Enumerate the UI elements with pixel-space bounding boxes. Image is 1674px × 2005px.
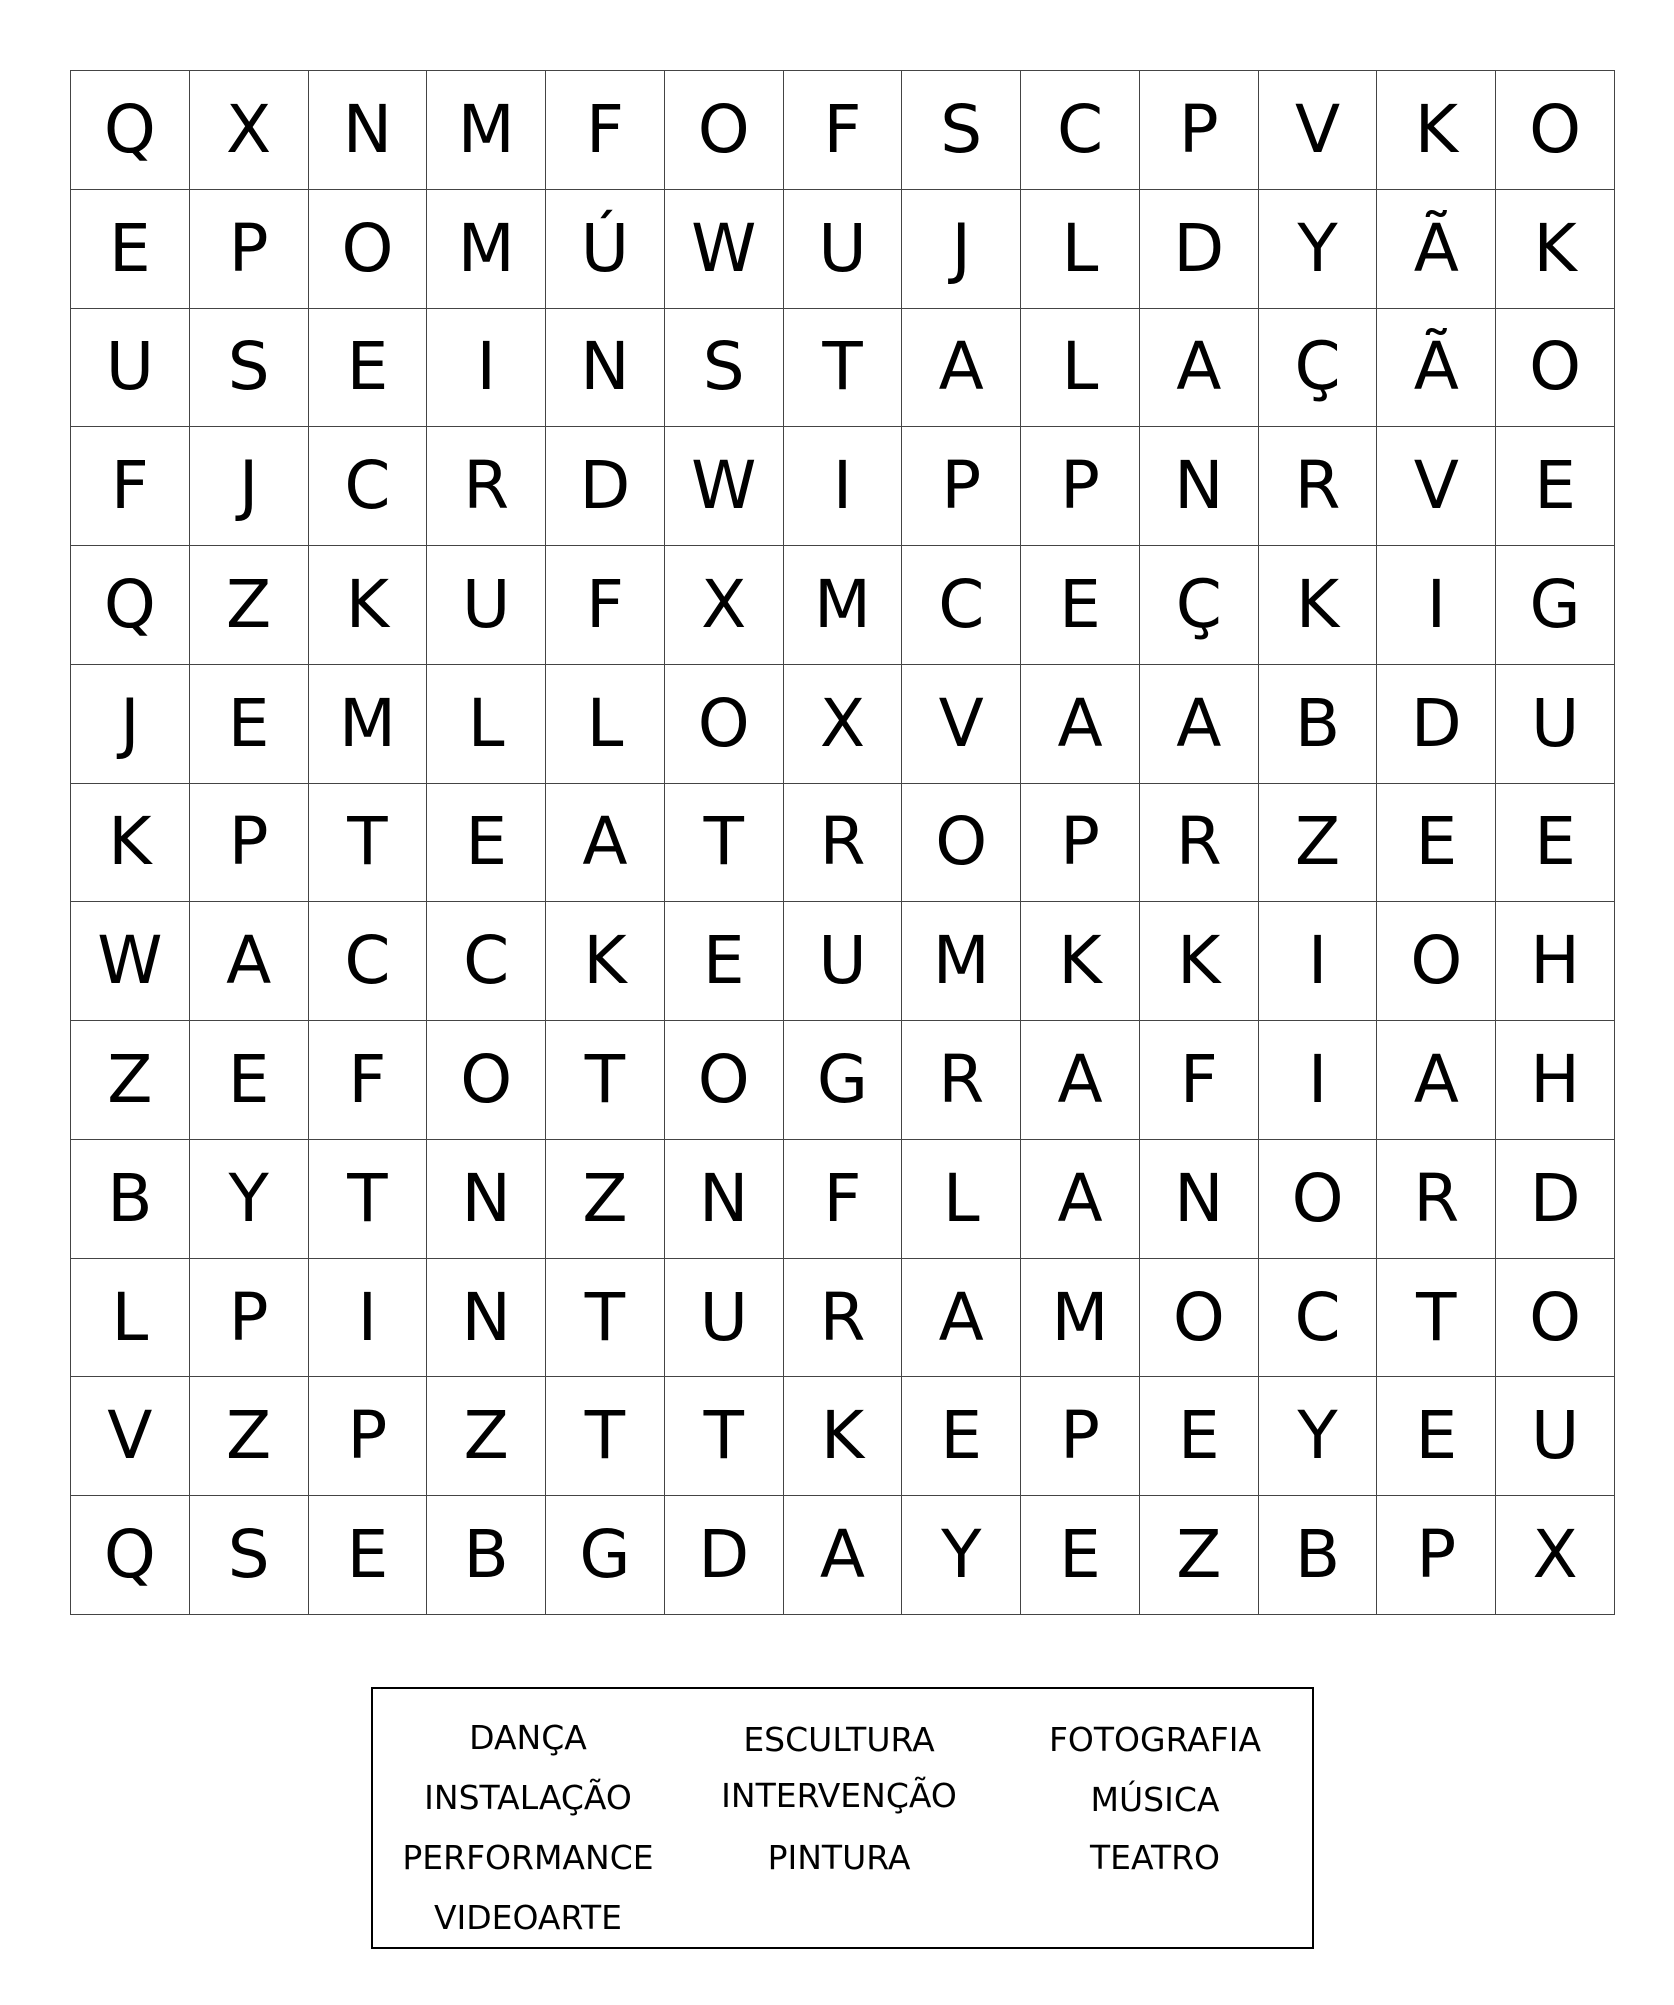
word-list-item: PERFORMANCE [402,1838,654,1877]
grid-cell[interactable]: Ç [1140,546,1259,665]
grid-cell[interactable]: N [1140,1140,1259,1259]
grid-cell[interactable]: N [665,1140,784,1259]
grid-cell[interactable]: E [1377,1377,1496,1496]
grid-cell[interactable]: O [902,784,1021,903]
grid-cell[interactable]: B [1259,665,1378,784]
grid-cell[interactable]: K [1496,190,1615,309]
grid-cell[interactable]: A [546,784,665,903]
grid-cell[interactable]: Ã [1377,309,1496,428]
grid-cell[interactable]: Ú [546,190,665,309]
grid-cell[interactable]: O [427,1021,546,1140]
grid-cell[interactable]: M [427,190,546,309]
grid-cell[interactable]: A [784,1496,903,1615]
grid-cell[interactable]: K [784,1377,903,1496]
grid-cell[interactable]: L [1021,190,1140,309]
grid-cell[interactable]: S [902,71,1021,190]
grid-cell[interactable]: B [427,1496,546,1615]
grid-cell[interactable]: N [546,309,665,428]
grid-cell[interactable]: I [784,427,903,546]
grid-cell[interactable]: A [1140,309,1259,428]
grid-cell[interactable]: C [1021,71,1140,190]
grid-cell[interactable]: V [71,1377,190,1496]
grid-cell[interactable]: W [665,190,784,309]
grid-cell[interactable]: M [1021,1259,1140,1378]
grid-cell[interactable]: P [309,1377,428,1496]
grid-cell[interactable]: L [71,1259,190,1378]
grid-cell[interactable]: A [1140,665,1259,784]
grid-cell[interactable]: R [902,1021,1021,1140]
grid-cell[interactable]: M [902,902,1021,1021]
grid-cell[interactable]: H [1496,1021,1615,1140]
grid-cell[interactable]: M [427,71,546,190]
grid-cell[interactable]: Z [427,1377,546,1496]
grid-cell[interactable]: G [546,1496,665,1615]
grid-cell[interactable]: F [546,546,665,665]
grid-cell[interactable]: E [190,1021,309,1140]
grid-cell[interactable]: I [309,1259,428,1378]
grid-cell[interactable]: T [309,1140,428,1259]
grid-cell[interactable]: K [1377,71,1496,190]
grid-cell[interactable]: D [1377,665,1496,784]
grid-cell[interactable]: V [902,665,1021,784]
grid-cell[interactable]: P [190,784,309,903]
grid-cell[interactable]: K [1021,902,1140,1021]
grid-cell[interactable]: E [1021,546,1140,665]
grid-cell[interactable]: U [784,190,903,309]
grid-cell[interactable]: O [1259,1140,1378,1259]
grid-cell[interactable]: C [427,902,546,1021]
word-list-item: FOTOGRAFIA [1048,1720,1262,1759]
grid-cell[interactable]: A [902,309,1021,428]
grid-cell[interactable]: E [427,784,546,903]
letter-grid [70,70,1615,1615]
grid-cell[interactable]: U [1496,1377,1615,1496]
grid-cell[interactable]: I [1259,902,1378,1021]
grid-cell[interactable]: Ç [1259,309,1378,428]
grid-cell[interactable]: K [309,546,428,665]
grid-cell[interactable]: P [1140,71,1259,190]
grid-cell[interactable]: F [784,1140,903,1259]
grid-cell[interactable]: E [665,902,784,1021]
grid-cell[interactable]: Y [902,1496,1021,1615]
grid-cell[interactable]: T [546,1021,665,1140]
grid-cell[interactable]: R [1140,784,1259,903]
grid-cell[interactable]: G [784,1021,903,1140]
grid-cell[interactable]: B [71,1140,190,1259]
grid-cell[interactable]: A [190,902,309,1021]
grid-cell[interactable]: E [1021,1496,1140,1615]
word-list-item: INSTALAÇÃO [424,1778,632,1817]
grid-cell[interactable]: E [1140,1377,1259,1496]
grid-cell[interactable]: S [190,309,309,428]
grid-cell[interactable]: C [309,427,428,546]
grid-cell[interactable]: T [665,784,784,903]
grid-cell[interactable]: N [1140,427,1259,546]
grid-cell[interactable]: U [71,309,190,428]
grid-cell[interactable]: Ã [1377,190,1496,309]
grid-cell[interactable]: F [546,71,665,190]
grid-cell[interactable]: F [71,427,190,546]
grid-cell[interactable]: C [309,902,428,1021]
grid-cell[interactable]: E [309,309,428,428]
grid-cell[interactable]: A [902,1259,1021,1378]
grid-cell[interactable]: Q [71,71,190,190]
grid-cell[interactable]: R [427,427,546,546]
grid-cell[interactable]: Z [1140,1496,1259,1615]
word-list-item: MÚSICA [1090,1780,1220,1819]
grid-cell[interactable]: N [309,71,428,190]
grid-cell[interactable]: N [427,1259,546,1378]
grid-cell[interactable]: D [1140,190,1259,309]
grid-cell[interactable]: A [1021,665,1140,784]
grid-cell[interactable]: S [665,309,784,428]
grid-cell[interactable]: O [1496,71,1615,190]
grid-cell[interactable]: O [665,71,784,190]
grid-cell[interactable]: Z [546,1140,665,1259]
word-list-item: PINTURA [767,1838,911,1877]
grid-cell[interactable]: A [1377,1021,1496,1140]
grid-cell[interactable]: U [665,1259,784,1378]
grid-cell[interactable]: H [1496,902,1615,1021]
grid-cell[interactable]: J [190,427,309,546]
grid-cell[interactable]: Z [190,546,309,665]
word-list-item: INTERVENÇÃO [721,1776,957,1815]
grid-cell[interactable]: T [309,784,428,903]
grid-cell[interactable]: B [1259,1496,1378,1615]
grid-cell[interactable]: M [309,665,428,784]
grid-cell[interactable]: S [190,1496,309,1615]
grid-cell[interactable]: Y [1259,1377,1378,1496]
grid-cell[interactable]: U [427,546,546,665]
grid-cell[interactable]: L [546,665,665,784]
grid-cell[interactable]: D [1496,1140,1615,1259]
grid-cell[interactable]: O [665,665,784,784]
grid-cell[interactable]: R [784,1259,903,1378]
grid-cell[interactable]: X [665,546,784,665]
grid-cell[interactable]: L [1021,309,1140,428]
word-list-item: TEATRO [1089,1838,1221,1877]
grid-cell[interactable]: P [1021,1377,1140,1496]
grid-cell[interactable]: V [1377,427,1496,546]
grid-cell[interactable]: X [1496,1496,1615,1615]
grid-cell[interactable]: W [665,427,784,546]
grid-cell[interactable]: P [1021,427,1140,546]
grid-cell[interactable]: O [1377,902,1496,1021]
grid-cell[interactable]: T [784,309,903,428]
word-list-item: ESCULTURA [743,1720,935,1759]
grid-cell[interactable]: E [309,1496,428,1615]
grid-cell[interactable]: N [427,1140,546,1259]
grid-cell[interactable]: Q [71,546,190,665]
grid-cell[interactable]: E [1377,784,1496,903]
grid-cell[interactable]: G [1496,546,1615,665]
grid-cell[interactable]: Z [71,1021,190,1140]
grid-cell[interactable]: W [71,902,190,1021]
grid-cell[interactable]: I [1377,546,1496,665]
grid-cell[interactable]: O [309,190,428,309]
grid-cell[interactable]: Z [190,1377,309,1496]
grid-cell[interactable]: T [1377,1259,1496,1378]
grid-cell[interactable]: O [1496,309,1615,428]
grid-cell[interactable]: X [190,71,309,190]
grid-cell[interactable]: K [1259,546,1378,665]
grid-cell[interactable]: C [902,546,1021,665]
grid-cell[interactable]: J [71,665,190,784]
grid-cell[interactable]: X [784,665,903,784]
grid-cell[interactable]: F [309,1021,428,1140]
grid-cell[interactable]: T [546,1259,665,1378]
grid-cell[interactable]: R [1259,427,1378,546]
grid-cell[interactable]: O [1496,1259,1615,1378]
grid-cell[interactable]: K [1140,902,1259,1021]
grid-cell[interactable]: P [190,190,309,309]
grid-cell[interactable]: O [1140,1259,1259,1378]
word-list-item: DANÇA [469,1718,587,1757]
grid-cell[interactable]: A [1021,1140,1140,1259]
grid-cell[interactable]: R [1377,1140,1496,1259]
grid-cell[interactable]: O [665,1021,784,1140]
word-list-item: VIDEOARTE [433,1898,623,1937]
word-list [371,1687,1314,1949]
grid-cell[interactable]: E [902,1377,1021,1496]
grid-cell[interactable]: E [1496,427,1615,546]
grid-cell[interactable]: F [784,71,903,190]
grid-cell[interactable]: P [190,1259,309,1378]
grid-cell[interactable]: L [902,1140,1021,1259]
grid-cell[interactable]: F [1140,1021,1259,1140]
grid-cell[interactable]: U [784,902,903,1021]
grid-cell[interactable]: Y [1259,190,1378,309]
grid-cell[interactable]: P [1021,784,1140,903]
grid-cell[interactable]: D [665,1496,784,1615]
grid-cell[interactable]: Z [1259,784,1378,903]
grid-cell[interactable]: T [665,1377,784,1496]
grid-cell[interactable]: Y [190,1140,309,1259]
grid-cell[interactable]: P [1377,1496,1496,1615]
grid-cell[interactable]: I [1259,1021,1378,1140]
grid-cell[interactable]: E [71,190,190,309]
grid-cell[interactable]: E [190,665,309,784]
grid-cell[interactable]: U [1496,665,1615,784]
grid-cell[interactable]: E [1496,784,1615,903]
grid-cell[interactable]: M [784,546,903,665]
grid-cell[interactable]: A [1021,1021,1140,1140]
grid-cell[interactable]: I [427,309,546,428]
grid-cell[interactable]: P [902,427,1021,546]
grid-cell[interactable]: K [71,784,190,903]
grid-cell[interactable]: D [546,427,665,546]
grid-cell[interactable]: C [1259,1259,1378,1378]
grid-cell[interactable]: K [546,902,665,1021]
grid-cell[interactable]: T [546,1377,665,1496]
grid-cell[interactable]: L [427,665,546,784]
grid-cell[interactable]: R [784,784,903,903]
grid-cell[interactable]: V [1259,71,1378,190]
grid-cell[interactable]: J [902,190,1021,309]
grid-cell[interactable]: Q [71,1496,190,1615]
